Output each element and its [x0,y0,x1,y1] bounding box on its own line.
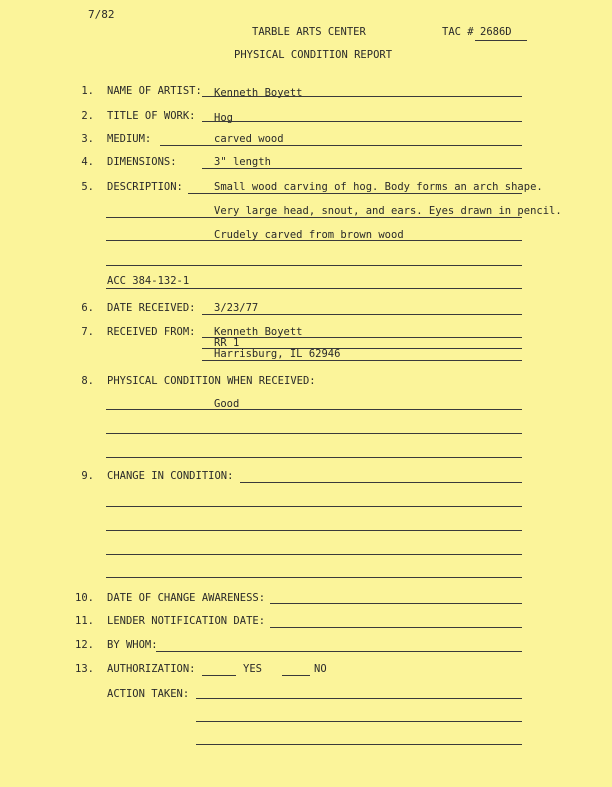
by-whom-label: BY WHOM: [107,639,158,651]
lender-notification-line [270,627,522,628]
accession-number: ACC 384-132-1 [107,275,190,287]
field-number: 8. [81,375,94,387]
by-whom-line [156,651,522,652]
authorization-yes: YES [243,663,262,675]
field-number: 9. [81,470,94,482]
received-from-rule [202,337,522,338]
dimensions-value[interactable]: 3" length [214,156,271,168]
condition-received-value[interactable]: Good [214,398,240,410]
action-taken-rule [196,744,522,745]
field-number: 2. [81,110,94,122]
tac-label: TAC # [442,26,474,38]
change-condition-label: CHANGE IN CONDITION: [107,470,234,482]
report-title: PHYSICAL CONDITION REPORT [234,49,393,61]
dimensions-line [202,168,522,169]
artist-line [202,96,522,97]
authorization-no-blank[interactable] [282,675,310,676]
accession-rule [106,288,522,289]
description-label: DESCRIPTION: [107,181,183,193]
condition-rule [106,457,522,458]
dimensions-label: DIMENSIONS: [107,156,177,168]
field-number: 4. [81,156,94,168]
field-number: 11. [75,615,94,627]
action-taken-label: ACTION TAKEN: [107,688,190,700]
date-received-label: DATE RECEIVED: [107,302,196,314]
description-rule [188,193,522,194]
condition-received-label: PHYSICAL CONDITION WHEN RECEIVED: [107,375,316,387]
change-awareness-label: DATE OF CHANGE AWARENESS: [107,592,266,604]
received-from-line-1[interactable]: Kenneth Boyett [214,326,303,338]
title-value[interactable]: Hog [214,112,233,124]
date-received-value[interactable]: 3/23/77 [214,302,259,314]
change-condition-rule [106,530,522,531]
organization-name: TARBLE ARTS CENTER [252,26,366,38]
artist-label: NAME OF ARTIST: [107,85,202,97]
tac-number-underline [475,40,527,41]
medium-value[interactable]: carved wood [214,133,284,145]
field-number: 10. [75,592,94,604]
received-from-label: RECEIVED FROM: [107,326,196,338]
action-taken-rule [196,721,522,722]
action-taken-line [196,698,522,699]
condition-rule [106,433,522,434]
lender-notification-label: LENDER NOTIFICATION DATE: [107,615,266,627]
field-number: 5. [81,181,94,193]
change-awareness-line [270,603,522,604]
field-number: 1. [81,85,94,97]
description-rule [106,265,522,266]
change-condition-rule [106,577,522,578]
received-from-rule [202,360,522,361]
field-number: 6. [81,302,94,314]
medium-line [160,145,522,146]
field-number: 7. [81,326,94,338]
description-rule [106,240,522,241]
authorization-label: AUTHORIZATION: [107,663,196,675]
received-from-line-2[interactable]: RR 1 [214,337,240,349]
received-from-line-3[interactable]: Harrisburg, IL 62946 [214,348,341,360]
description-rule [106,217,522,218]
artist-value[interactable]: Kenneth Boyett [214,87,303,99]
description-line-3[interactable]: Crudely carved from brown wood [214,229,404,241]
change-condition-rule [106,506,522,507]
field-number: 12. [75,639,94,651]
description-line-2[interactable]: Very large head, snout, and ears. Eyes drawn in pencil. [214,205,562,217]
field-number: 3. [81,133,94,145]
description-line-1[interactable]: Small wood carving of hog. Body forms an arch shape. [214,181,543,193]
authorization-no: NO [314,663,327,675]
date-code: 7/82 [88,8,115,21]
condition-rule [106,409,522,410]
authorization-yes-blank[interactable] [202,675,236,676]
tac-number: 2686D [480,26,512,38]
title-line [202,121,522,122]
change-condition-line [240,482,522,483]
change-condition-rule [106,554,522,555]
medium-label: MEDIUM: [107,133,152,145]
date-received-line [202,314,522,315]
title-label: TITLE OF WORK: [107,110,196,122]
field-number: 13. [75,663,94,675]
